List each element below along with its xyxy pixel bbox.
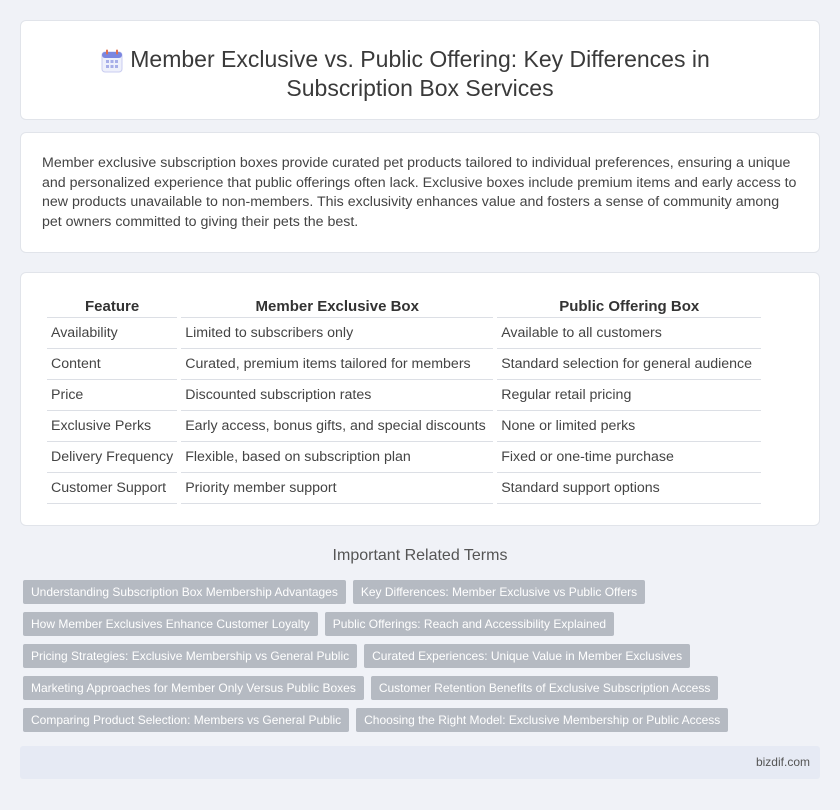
comparison-table-card	[20, 272, 820, 526]
table-cell: Priority member support	[181, 473, 493, 504]
table-cell: Discounted subscription rates	[181, 380, 493, 411]
table-cell: Regular retail pricing	[497, 380, 761, 411]
table-row	[47, 318, 761, 349]
title-line-2: Subscription Box Services	[286, 75, 554, 101]
title-card	[20, 20, 820, 120]
table-cell: Availability	[47, 318, 177, 349]
tag-row	[23, 580, 823, 612]
table-cell: Fixed or one-time purchase	[497, 442, 761, 473]
table-row	[47, 411, 761, 442]
description-text: Member exclusive subscription boxes provide curated pet products tailored to individual preferences, ensuring a unique and personalized experience that public offerings often lack. Exclusive boxes include premium items and early access to new products unavailable to non-members. This exclusivity enhances value and fosters a sense of community among pet owners committed to giving their pets the best.	[42, 155, 797, 230]
related-term-link[interactable]: Pricing Strategies: Exclusive Membership vs General Public	[23, 644, 357, 668]
related-term-link[interactable]: Key Differences: Member Exclusive vs Public Offers	[353, 580, 645, 604]
table-cell: Early access, bonus gifts, and special discounts	[181, 411, 493, 442]
table-row	[47, 380, 761, 411]
related-term-link[interactable]: Marketing Approaches for Member Only Versus Public Boxes	[23, 676, 364, 700]
table-row	[47, 473, 761, 504]
related-term-link[interactable]: Curated Experiences: Unique Value in Member Exclusives	[364, 644, 690, 668]
comparison-table	[43, 295, 765, 504]
table-cell: Curated, premium items tailored for members	[181, 349, 493, 380]
related-term-link[interactable]: Customer Retention Benefits of Exclusive Subscription Access	[371, 676, 719, 700]
tag-row	[23, 708, 823, 740]
footer	[20, 746, 820, 779]
table-cell: Flexible, based on subscription plan	[181, 442, 493, 473]
tag-row	[23, 644, 823, 676]
header-public-offering: Public Offering Box	[497, 295, 761, 318]
table-cell: Customer Support	[47, 473, 177, 504]
table-row	[47, 442, 761, 473]
table-cell: Available to all customers	[497, 318, 761, 349]
header-member-exclusive: Member Exclusive Box	[181, 295, 493, 318]
related-term-link[interactable]: Comparing Product Selection: Members vs General Public	[23, 708, 349, 732]
table-cell: Delivery Frequency	[47, 442, 177, 473]
footer-site-link[interactable]: bizdif.com	[755, 755, 810, 769]
related-terms-title: Important Related Terms	[332, 547, 508, 564]
title-line-1: Member Exclusive vs. Public Offering: Key Differences in	[130, 46, 710, 72]
tag-row	[23, 676, 823, 708]
table-cell: Standard selection for general audience	[497, 349, 761, 380]
page-title	[21, 45, 819, 103]
table-cell: Exclusive Perks	[47, 411, 177, 442]
tag-row	[23, 612, 823, 644]
related-term-link[interactable]: Public Offerings: Reach and Accessibility Explained	[325, 612, 614, 636]
table-cell: Standard support options	[497, 473, 761, 504]
table-row	[47, 349, 761, 380]
table-cell: None or limited perks	[497, 411, 761, 442]
related-term-link[interactable]: How Member Exclusives Enhance Customer Loyalty	[23, 612, 318, 636]
table-header-row	[47, 295, 761, 318]
related-term-link[interactable]: Understanding Subscription Box Membership Advantages	[23, 580, 346, 604]
table-cell: Limited to subscribers only	[181, 318, 493, 349]
description-card	[20, 132, 820, 253]
related-terms-list	[23, 580, 823, 740]
related-term-link[interactable]: Choosing the Right Model: Exclusive Membership or Public Access	[356, 708, 728, 732]
header-feature: Feature	[47, 295, 177, 318]
table-cell: Content	[47, 349, 177, 380]
table-cell: Price	[47, 380, 177, 411]
